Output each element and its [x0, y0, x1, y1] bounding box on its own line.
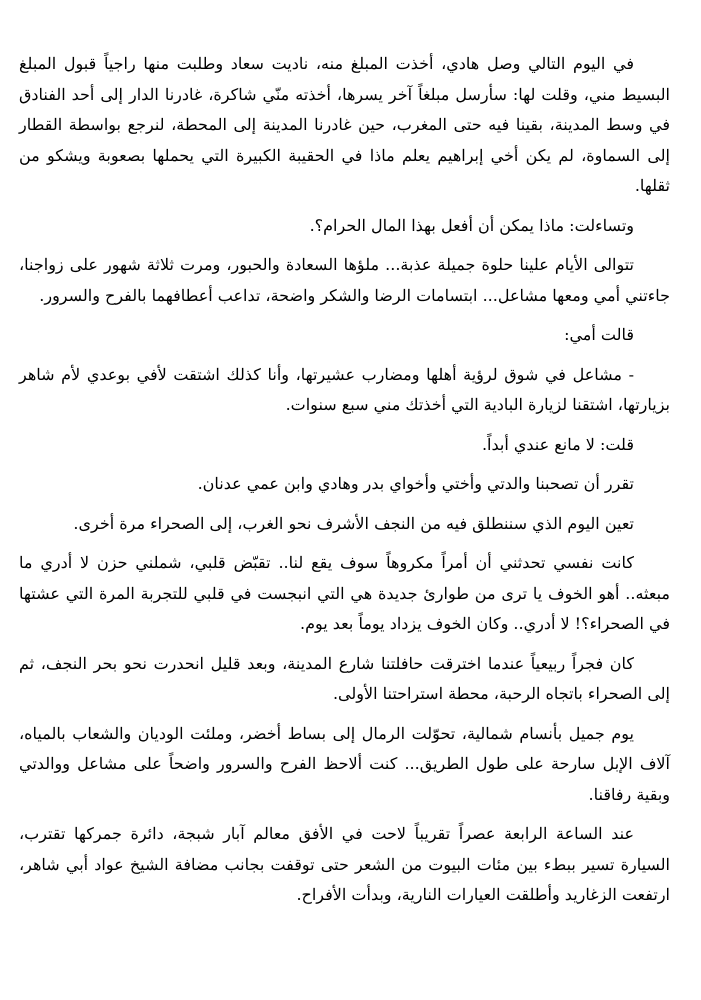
paragraph-8: تعين اليوم الذي سننطلق فيه من النجف الأشرف نحو الغرب، إلى الصحراء مرة أخرى.: [73, 513, 634, 533]
paragraph-11: يوم جميل بأنسام شمالية، تحوّلت الرمال إلى بساط أخضر، وملئت الوديان والشعاب بالمياه، آلاف الإبل سارحة على طول الطريق... كنت ألاحظ الفرح والسرور واضحاً على مشاعل ووالدتي وبقية رفاقنا.: [19, 723, 671, 804]
paragraph-4: قالت أمي:: [564, 325, 634, 344]
paragraph-6: قلت: لا مانع عندي أبداً.: [481, 434, 634, 454]
paragraph-7: تقرر أن تصحبنا والدتي وأختي وأخواي بدر وهادي وابن عمي عدنان.: [197, 474, 634, 493]
paragraph-9: كانت نفسي تحدثني أن أمراً مكروهاً سوف يقع لنا.. تقبّض قلبي، شملني حزن لا أدري ما مبعثه.. أهو الخوف يا ترى من طوارئ جديدة هي التي انبجست في قلبي للتجربة المرة التي عشتها في الصحراء؟! لا أدري.. وكان الخوف يزداد يوماً بعد يوم.: [19, 553, 670, 633]
paragraph-3: تتوالى الأيام علينا حلوة جميلة عذبة... ملؤها السعادة والحبور، ومرت ثلاثة شهور على زواجنا، جاءتني أمي ومعها مشاعل... ابتسامات الرضا والشكر واضحة، تداعب أعطافهما بالفرح والسرور.: [19, 255, 670, 305]
paragraph-5: - مشاعل في شوق لرؤية أهلها ومضارب عشيرتها، وأنا كذلك اشتقت لأفي بوعدي لأم شاهر بزيارتها، اشتقنا لزيارة البادية التي أخذتك مني سبع سنوات.: [19, 364, 670, 414]
paragraph-2: وتساءلت: ماذا يمكن أن أفعل بهذا المال الحرام؟.: [309, 215, 634, 235]
paragraph-10: كان فجراً ربيعياً عندما اخترقت حافلتنا شارع المدينة، وبعد قليل انحدرت نحو بحر النجف، ثم إلى الصحراء باتجاه الرحبة، محطة استراحتنا الأولى.: [19, 653, 670, 703]
paragraph-1: في اليوم التالي وصل هادي، أخذت المبلغ منه، ناديت سعاد وطلبت منها راجياً قبول المبلغ البسيط مني، وقلت لها: سأرسل مبلغاً آخر يسرها، أخذته منّي شاكرة، غادرنا الدار إلى أحد الفنادق في وسط المدينة، بقينا فيه حتى المغرب، حين غادرنا المدينة إلى المحطة، لنرجع بواسطة القطار إلى السماوة، لم يكن أخي إبراهيم يعلم ماذا في الحقيبة الكبيرة التي يحملها بصعوبة ويشكو من ثقلها.: [19, 54, 671, 195]
paragraph-12: عند الساعة الرابعة عصراً تقريباً لاحت في الأفق معالم آبار شبجة، دائرة جمركها تقترب، السيارة تسير ببطء بين مئات البيوت من الشعر حتى توقفت بجانب مضافة الشيخ عواد أبي شاهر، ارتفعت الزغاريد وأطلقت العيارات النارية، وبدأت الأفراح.: [19, 824, 670, 904]
